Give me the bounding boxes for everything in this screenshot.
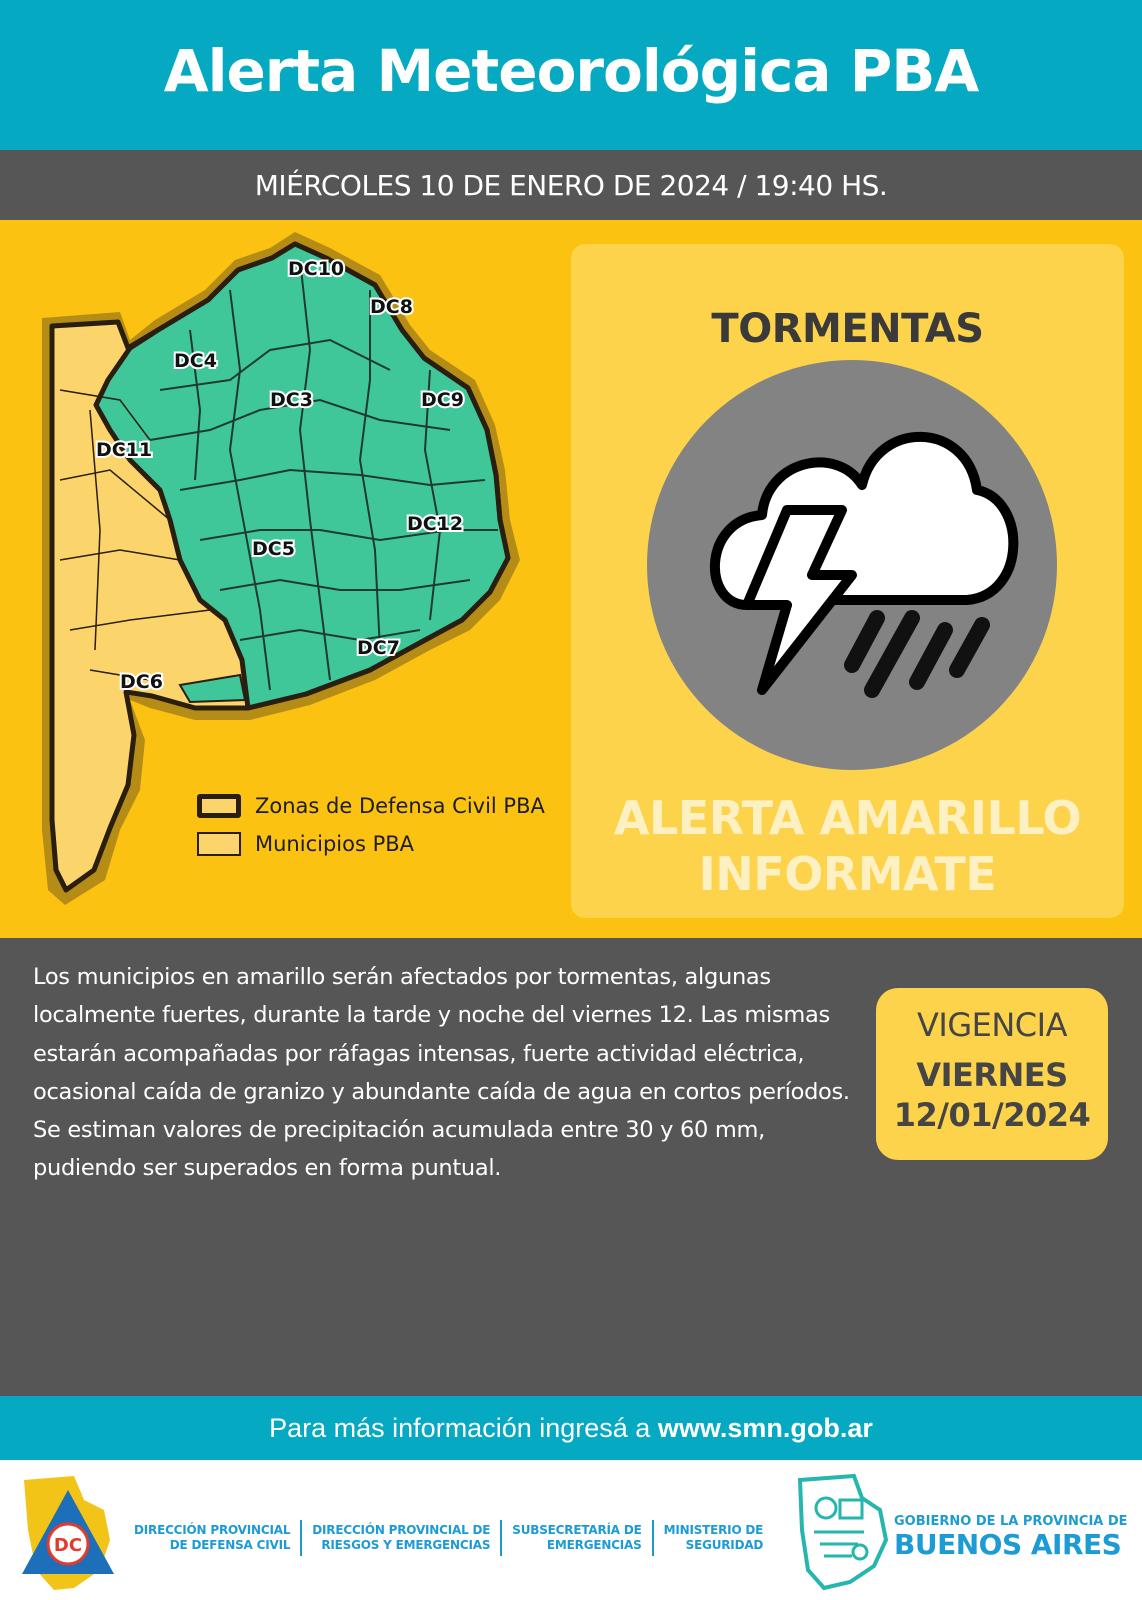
alert-level-line1: ALERTA AMARILLO <box>613 791 1082 845</box>
zone-label-dc11: DC11 <box>96 439 153 461</box>
org-line: EMERGENCIAS <box>546 1538 642 1552</box>
org-line: SEGURIDAD <box>685 1538 764 1552</box>
alert-panel <box>571 244 1124 918</box>
org-subsecretaria <box>502 1523 651 1553</box>
date-banner <box>0 150 1142 220</box>
org-line: RIESGOS Y EMERGENCIAS <box>321 1538 491 1552</box>
zone-label-dc9: DC9 <box>421 389 464 411</box>
legend-swatch-municipios <box>197 832 241 856</box>
org-line: DIRECCIÓN PROVINCIAL DE <box>312 1523 491 1537</box>
org-line: DIRECCIÓN PROVINCIAL <box>134 1523 291 1537</box>
smn-link[interactable]: www.smn.gob.ar <box>657 1412 873 1443</box>
validity-date: 12/01/2024 <box>893 1096 1091 1134</box>
org-defensa-civil <box>132 1523 300 1553</box>
legend-item-zones <box>197 787 545 825</box>
details-section <box>0 938 1142 1396</box>
alert-type: TORMENTAS <box>711 306 984 352</box>
zone-label-dc3: DC3 <box>270 389 313 411</box>
legend-swatch-zones <box>197 794 241 818</box>
validity-day: VIERNES <box>916 1056 1068 1094</box>
legend-item-municipios <box>197 825 545 863</box>
zone-label-dc5: DC5 <box>252 538 295 560</box>
org-riesgos-emergencias <box>302 1523 500 1553</box>
zone-label-dc8: DC8 <box>370 296 413 318</box>
legend-label-zones: Zonas de Defensa Civil PBA <box>255 794 545 818</box>
gov-line-1: GOBIERNO DE LA PROVINCIA DE <box>894 1514 1128 1529</box>
description-paragraph-2: Se estiman valores de precipitación acumulada entre 30 y 60 mm, pudiendo ser superados en forma puntual. <box>33 1117 766 1182</box>
alert-description <box>33 958 853 1188</box>
info-bar <box>0 1396 1142 1460</box>
gov-line-2: BUENOS AIRES <box>894 1528 1122 1561</box>
org-line: MINISTERIO DE <box>663 1523 764 1537</box>
info-lead: Para más información ingresá a <box>269 1412 651 1443</box>
page-header <box>0 0 1142 150</box>
alert-level <box>571 790 1124 902</box>
issue-date: MIÉRCOLES 10 DE ENERO DE 2024 / 19:40 HS. <box>254 168 888 202</box>
zone-label-dc10: DC10 <box>288 258 345 280</box>
org-line: SUBSECRETARÍA DE <box>512 1523 642 1537</box>
organizations <box>132 1520 773 1556</box>
validity-badge <box>876 988 1108 1160</box>
thunderstorm-rain-icon <box>647 360 1057 770</box>
provincia-logo <box>794 1470 890 1592</box>
legend-label-municipios: Municipios PBA <box>255 832 415 856</box>
description-paragraph-1: Los municipios en amarillo serán afectados por tormentas, algunas localmente fuertes, durante la tarde y noche del viernes 12. Las mismas estarán acompañadas por ráfagas intensas, fuerte actividad eléctrica, ocasional caída de granizo y abundante caída de agua en cortos períodos. <box>33 964 850 1105</box>
alert-level-line2: INFORMATE <box>698 847 997 901</box>
zone-label-dc6: DC6 <box>120 671 163 693</box>
zone-label-dc4: DC4 <box>174 350 217 372</box>
page-title: Alerta Meteorológica PBA <box>163 37 979 105</box>
map-legend <box>197 787 545 863</box>
info-text <box>269 1413 873 1444</box>
page-footer <box>0 1460 1142 1600</box>
dc-badge-text: DC <box>53 1535 83 1556</box>
org-ministerio <box>654 1523 774 1553</box>
zone-label-dc12: DC12 <box>407 513 464 535</box>
provincia-wordmark <box>894 1514 1128 1561</box>
defensa-civil-logo <box>14 1470 124 1594</box>
validity-title: VIGENCIA <box>917 1006 1067 1044</box>
zone-label-dc7: DC7 <box>357 637 400 659</box>
org-line: DE DEFENSA CIVIL <box>169 1538 291 1552</box>
